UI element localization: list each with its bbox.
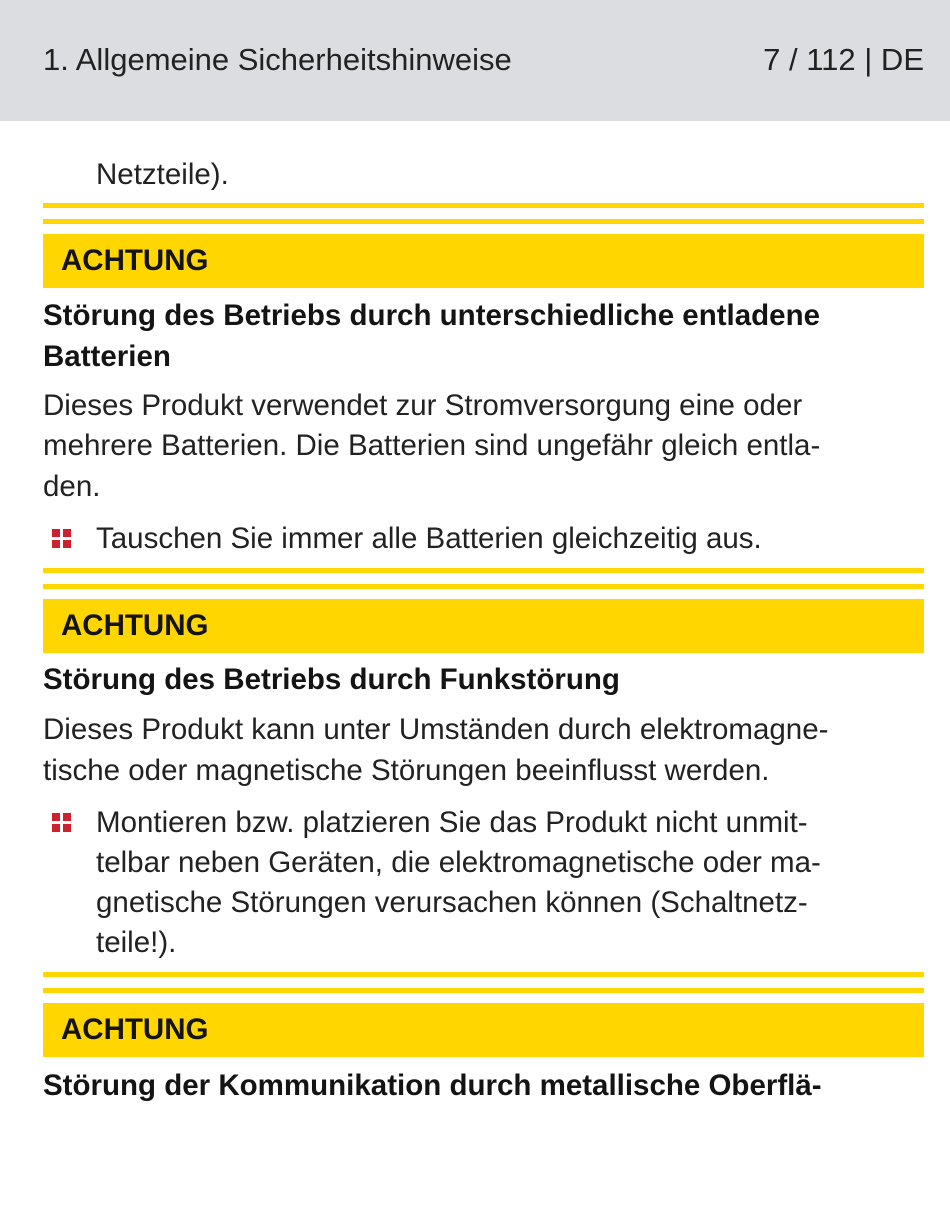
warning-rule <box>43 568 924 573</box>
warning-rule <box>43 584 924 589</box>
warning-heading: Störung der Kommunikation durch metallische Oberflä- <box>43 1069 822 1102</box>
warning-rule <box>43 972 924 977</box>
warning-body: den. <box>43 470 101 503</box>
warning-rule <box>43 203 924 208</box>
warning-banner <box>43 599 924 653</box>
warning-body: Dieses Produkt kann unter Umständen durch elektromagne- <box>43 713 829 746</box>
page-header <box>0 0 950 121</box>
warning-label: ACHTUNG <box>61 244 209 277</box>
warning-rule <box>43 219 924 224</box>
warning-instruction: telbar neben Geräten, die elektromagnetische oder ma- <box>96 846 821 879</box>
warning-instruction: Tauschen Sie immer alle Batterien gleichzeitig aus. <box>96 522 762 555</box>
warning-banner <box>43 1003 924 1057</box>
warning-instruction: gnetische Störungen verursachen können (Schaltnetz- <box>96 886 808 919</box>
warning-label: ACHTUNG <box>61 1013 209 1046</box>
warning-banner <box>43 234 924 288</box>
section-title: 1. Allgemeine Sicherheitshinweise <box>43 42 512 77</box>
warning-heading: Störung des Betriebs durch Funkstörung <box>43 663 620 696</box>
continued-text: Netzteile). <box>96 158 229 191</box>
warning-instruction: teile!). <box>96 926 177 959</box>
warning-heading: Batterien <box>43 340 171 373</box>
warning-body: Dieses Produkt verwendet zur Stromversorgung eine oder <box>43 389 803 422</box>
warning-instruction: Montieren bzw. platzieren Sie das Produkt nicht unmit- <box>96 806 808 839</box>
warning-body: mehrere Batterien. Die Batterien sind ungefähr gleich entla- <box>43 429 821 462</box>
bullet-squares-icon <box>52 813 72 833</box>
bullet-squares-icon <box>52 529 72 549</box>
warning-body: tische oder magnetische Störungen beeinflusst werden. <box>43 754 770 787</box>
warning-label: ACHTUNG <box>61 609 209 642</box>
page-indicator: 7 / 112 | DE <box>763 42 924 77</box>
warning-rule <box>43 988 924 993</box>
warning-heading: Störung des Betriebs durch unterschiedliche entladene <box>43 299 820 332</box>
